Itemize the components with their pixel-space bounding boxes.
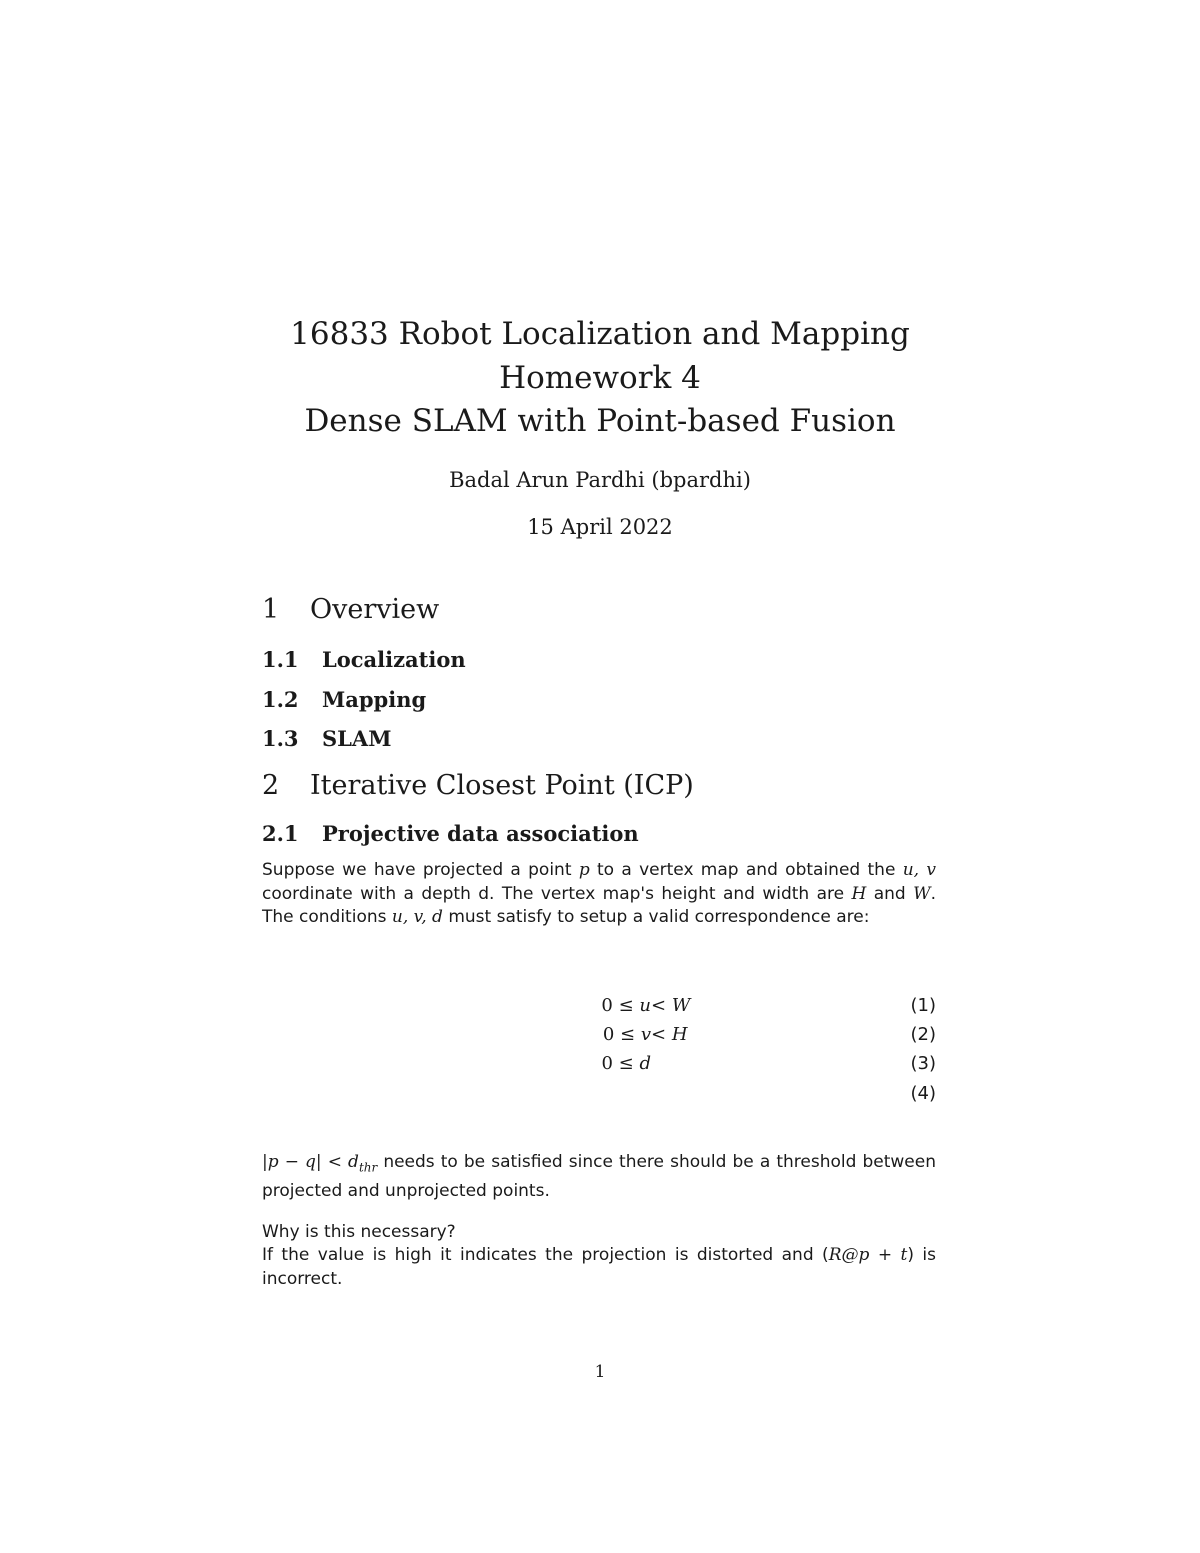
section-heading-overview: [262, 594, 439, 625]
eq-lhs: 0 ≤: [601, 995, 640, 1016]
section-heading-icp: [262, 770, 694, 801]
eq-lhs: 0 ≤: [602, 1024, 641, 1045]
subsection-number: 1.2: [262, 687, 299, 712]
section-title: Iterative Closest Point (ICP): [310, 770, 694, 801]
eq-rhs: H: [671, 1024, 688, 1045]
text-run: If the value is high it indicates the projection is distorted and (: [262, 1245, 829, 1265]
equation-number-1: (1): [910, 995, 936, 1016]
equation-2-rhs: [651, 1024, 688, 1045]
eq-lhs: 0 ≤: [601, 1053, 640, 1074]
subsection-number: 1.3: [262, 726, 299, 751]
text-run: Suppose we have projected a point: [262, 860, 579, 880]
subsection-heading-localization: [262, 647, 466, 672]
math-subscript: thr: [358, 1160, 378, 1175]
text-run: coordinate with a depth d. The vertex map's height and width are: [262, 883, 852, 904]
equation-3-lhs: [601, 1053, 651, 1074]
subsection-title: Mapping: [322, 687, 427, 712]
equation-2-lhs: [603, 1024, 651, 1045]
section-number: 1: [262, 594, 280, 625]
page-number: 1: [594, 1362, 606, 1382]
eq-var: u: [639, 995, 651, 1016]
text-run: needs to be satisfied since there should be a threshold between projected and unprojected points.: [262, 1152, 936, 1201]
subsection-number: 1.1: [262, 647, 299, 672]
text-run: ) is incorrect.: [262, 1245, 936, 1289]
math-W: W: [913, 883, 931, 904]
eq-rhs: W: [671, 995, 691, 1016]
equation-number-2: (2): [910, 1024, 936, 1045]
date: 15 April 2022: [527, 515, 673, 539]
equation-number-4: (4): [910, 1083, 936, 1104]
subsection-title: Projective data association: [322, 821, 639, 846]
math-p: p: [578, 860, 590, 880]
subsection-title: Localization: [322, 647, 466, 672]
math-transform: R@p + t: [828, 1245, 908, 1265]
text-run: must satisfy to setup a valid correspondence are:: [442, 907, 870, 927]
subsection-title: SLAM: [322, 726, 392, 751]
title-line-2: Homework 4: [499, 360, 701, 396]
section-number: 2: [262, 770, 280, 801]
subsection-heading-slam: [262, 726, 391, 751]
question-line: Why is this necessary?: [262, 1222, 456, 1242]
title-line-3: Dense SLAM with Point-based Fusion: [304, 403, 896, 439]
answer-paragraph: [262, 1244, 936, 1291]
equation-1-rhs: [651, 995, 690, 1016]
eq-var: v: [640, 1024, 651, 1045]
text-run: and: [866, 883, 914, 904]
subsection-heading-mapping: [262, 687, 426, 712]
author: Badal Arun Pardhi (bpardhi): [449, 468, 751, 492]
equation-number-3: (3): [910, 1053, 936, 1074]
math-H: H: [851, 883, 867, 904]
math-uv: u, v: [902, 860, 936, 880]
text-run: The conditions: [262, 907, 392, 927]
eq-rel: <: [651, 1024, 672, 1045]
subsection-heading-projective-data-association: [262, 821, 639, 846]
math-uvd: u, v, d: [391, 907, 443, 927]
eq-rel: <: [651, 995, 672, 1016]
eq-var: d: [639, 1053, 651, 1074]
section-title: Overview: [310, 594, 440, 625]
paragraph-conditions-intro: [262, 859, 936, 930]
text-run: to a vertex map and obtained the: [589, 860, 903, 880]
equation-1-lhs: [601, 995, 651, 1016]
text-run: .: [930, 883, 936, 904]
subsection-number: 2.1: [262, 821, 299, 846]
math-threshold: |p − q| < d: [262, 1152, 359, 1172]
title-line-1: 16833 Robot Localization and Mapping: [290, 316, 910, 352]
paragraph-threshold: [262, 1151, 936, 1203]
